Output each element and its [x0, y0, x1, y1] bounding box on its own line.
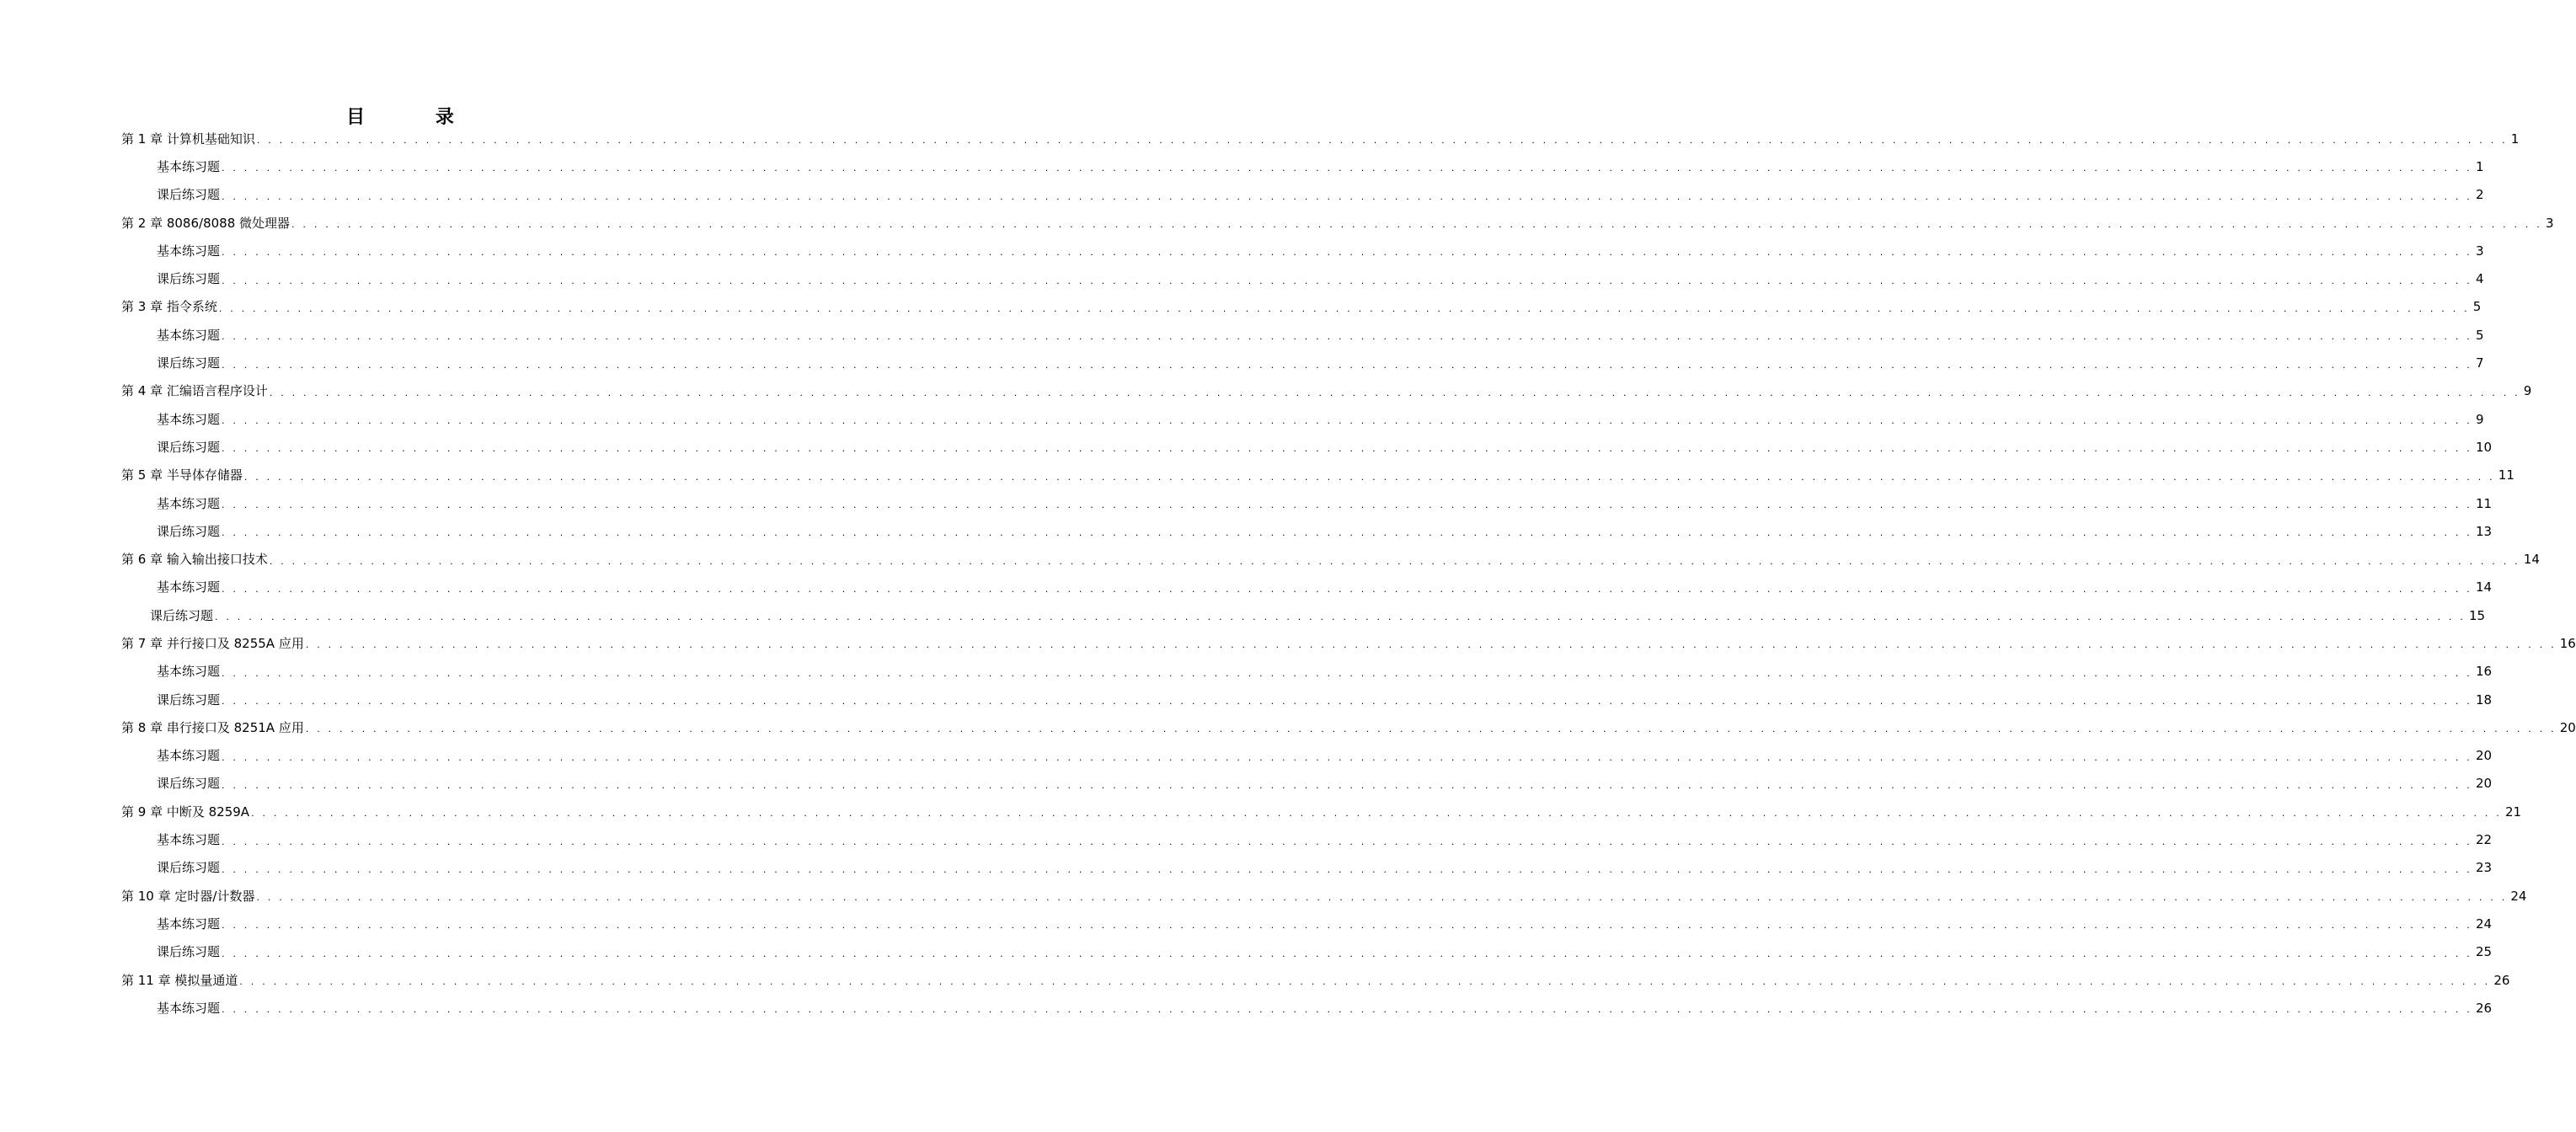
toc-entry-title: 基本练习题 — [157, 243, 221, 259]
toc-chapter-entry[interactable] — [121, 966, 2510, 994]
toc-page-number: 4 — [2472, 270, 2484, 287]
toc-page-number: 3 — [2542, 215, 2554, 232]
toc-leader-dots: . . . . . . . . . . . . . . . . . . . . . . . . . . . . . . . . . . . . . . . . . . . . . . . . . . . . . . . . . . . . . . . . . . . . . . . . . . . . . . . . . . . . . . . . . . . . . . . . . . . . . . . . . . . . . . . . . . . . . . . . . . . . . . . . . . . . . . . . . . . . . . . . . . . . . . . . . . . . . . . . . . . . . . . . . . . . . . . . . . . . . . . . . . . . . . . . . . . . . . . . — [243, 471, 2495, 483]
toc-section-entry[interactable] — [121, 994, 2493, 1022]
toc-entry-title: 第 6 章 输入输出接口技术 — [121, 552, 268, 568]
toc-page-number: 2 — [2472, 186, 2484, 203]
toc-leader-dots: . . . . . . . . . . . . . . . . . . . . . . . . . . . . . . . . . . . . . . . . . . . . . . . . . . . . . . . . . . . . . . . . . . . . . . . . . . . . . . . . . . . . . . . . . . . . . . . . . . . . . . . . . . . . . . . . . . . . . . . . . . . . . . . . . . . . . . . . . . . . . . . . . . . . . . . . . . . . . . . . . . . . . . . . . . . . . . . . . . . . . . . . . . . . . . . . . . . . . . . . — [222, 499, 2472, 510]
toc-section-entry[interactable] — [121, 321, 2484, 349]
toc-leader-dots: . . . . . . . . . . . . . . . . . . . . . . . . . . . . . . . . . . . . . . . . . . . . . . . . . . . . . . . . . . . . . . . . . . . . . . . . . . . . . . . . . . . . . . . . . . . . . . . . . . . . . . . . . . . . . . . . . . . . . . . . . . . . . . . . . . . . . . . . . . . . . . . . . . . . . . . . . . . . . . . . . . . . . . . . . . . . . . . . . . . . . . . . . . . . . . . . . . . . . . . . — [239, 976, 2491, 988]
page-title: 目 录 — [346, 107, 486, 128]
toc-section-entry[interactable] — [121, 938, 2493, 966]
toc-section-entry[interactable] — [121, 601, 2486, 629]
toc-leader-dots: . . . . . . . . . . . . . . . . . . . . . . . . . . . . . . . . . . . . . . . . . . . . . . . . . . . . . . . . . . . . . . . . . . . . . . . . . . . . . . . . . . . . . . . . . . . . . . . . . . . . . . . . . . . . . . . . . . . . . . . . . . . . . . . . . . . . . . . . . . . . . . . . . . . . . . . . . . . . . . . . . . . . . . . . . . . . . . . . . . . . . . . . . . . . . . . . . . . . . . . . — [222, 527, 2472, 539]
toc-page-number: 5 — [2472, 327, 2484, 344]
table-of-contents — [121, 125, 2576, 1023]
toc-page-number: 9 — [2520, 382, 2532, 399]
toc-leader-dots: . . . . . . . . . . . . . . . . . . . . . . . . . . . . . . . . . . . . . . . . . . . . . . . . . . . . . . . . . . . . . . . . . . . . . . . . . . . . . . . . . . . . . . . . . . . . . . . . . . . . . . . . . . . . . . . . . . . . . . . . . . . . . . . . . . . . . . . . . . . . . . . . . . . . . . . . . . . . . . . . . . . . . . . . . . . . . . . . . . . . . . . . . . . . . . . . . . . . . . . . — [222, 331, 2472, 343]
toc-entry-title: 课后练习题 — [157, 523, 221, 539]
toc-chapter-entry[interactable] — [121, 882, 2527, 910]
toc-chapter-entry[interactable] — [121, 713, 2576, 741]
toc-entry-title: 课后练习题 — [157, 187, 221, 203]
toc-entry-title: 基本练习题 — [157, 495, 221, 511]
toc-section-entry[interactable] — [121, 237, 2484, 264]
toc-section-entry[interactable] — [121, 152, 2484, 180]
toc-section-entry[interactable] — [121, 854, 2493, 882]
toc-page-number: 20 — [2472, 775, 2492, 792]
toc-page-number: 20 — [2557, 719, 2576, 736]
toc-entry-title: 课后练习题 — [157, 776, 221, 792]
toc-page-number: 11 — [2472, 495, 2492, 512]
toc-page-number: 11 — [2495, 467, 2515, 483]
toc-leader-dots: . . . . . . . . . . . . . . . . . . . . . . . . . . . . . . . . . . . . . . . . . . . . . . . . . . . . . . . . . . . . . . . . . . . . . . . . . . . . . . . . . . . . . . . . . . . . . . . . . . . . . . . . . . . . . . . . . . . . . . . . . . . . . . . . . . . . . . . . . . . . . . . . . . . . . . . . . . . . . . . . . . . . . . . . . . . . . . . . . . . . . . . . . . . . . . . . . . . . . . . . — [269, 387, 2520, 398]
toc-leader-dots: . . . . . . . . . . . . . . . . . . . . . . . . . . . . . . . . . . . . . . . . . . . . . . . . . . . . . . . . . . . . . . . . . . . . . . . . . . . . . . . . . . . . . . . . . . . . . . . . . . . . . . . . . . . . . . . . . . . . . . . . . . . . . . . . . . . . . . . . . . . . . . . . . . . . . . . . . . . . . . . . . . . . . . . . . . . . . . . . . . . . . . . . . . . . . . . . . . . . . . . . — [222, 583, 2472, 595]
toc-chapter-entry[interactable] — [121, 209, 2554, 237]
toc-page-number: 13 — [2472, 523, 2492, 540]
toc-page-number: 5 — [2470, 298, 2482, 315]
toc-section-entry[interactable] — [121, 181, 2484, 209]
toc-chapter-entry[interactable] — [121, 545, 2540, 573]
toc-leader-dots: . . . . . . . . . . . . . . . . . . . . . . . . . . . . . . . . . . . . . . . . . . . . . . . . . . . . . . . . . . . . . . . . . . . . . . . . . . . . . . . . . . . . . . . . . . . . . . . . . . . . . . . . . . . . . . . . . . . . . . . . . . . . . . . . . . . . . . . . . . . . . . . . . . . . . . . . . . . . . . . . . . . . . . . . . . . . . . . . . . . . . . . . . . . . . . . . . . . . . . . . — [222, 751, 2472, 763]
toc-section-entry[interactable] — [121, 489, 2493, 517]
toc-leader-dots: . . . . . . . . . . . . . . . . . . . . . . . . . . . . . . . . . . . . . . . . . . . . . . . . . . . . . . . . . . . . . . . . . . . . . . . . . . . . . . . . . . . . . . . . . . . . . . . . . . . . . . . . . . . . . . . . . . . . . . . . . . . . . . . . . . . . . . . . . . . . . . . . . . . . . . . . . . . . . . . . . . . . . . . . . . . . . . . . . . . . . . . . . . . . . . . . . . . . . . . . — [291, 219, 2542, 231]
toc-page-number: 15 — [2466, 607, 2485, 624]
toc-leader-dots: . . . . . . . . . . . . . . . . . . . . . . . . . . . . . . . . . . . . . . . . . . . . . . . . . . . . . . . . . . . . . . . . . . . . . . . . . . . . . . . . . . . . . . . . . . . . . . . . . . . . . . . . . . . . . . . . . . . . . . . . . . . . . . . . . . . . . . . . . . . . . . . . . . . . . . . . . . . . . . . . . . . . . . . . . . . . . . . . . . . . . . . . . . . . . . . . . . . . . . . . — [222, 863, 2472, 875]
toc-leader-dots: . . . . . . . . . . . . . . . . . . . . . . . . . . . . . . . . . . . . . . . . . . . . . . . . . . . . . . . . . . . . . . . . . . . . . . . . . . . . . . . . . . . . . . . . . . . . . . . . . . . . . . . . . . . . . . . . . . . . . . . . . . . . . . . . . . . . . . . . . . . . . . . . . . . . . . . . . . . . . . . . . . . . . . . . . . . . . . . . . . . . . . . . . . . . . . . . . . . . . . . . — [218, 302, 2470, 314]
toc-leader-dots: . . . . . . . . . . . . . . . . . . . . . . . . . . . . . . . . . . . . . . . . . . . . . . . . . . . . . . . . . . . . . . . . . . . . . . . . . . . . . . . . . . . . . . . . . . . . . . . . . . . . . . . . . . . . . . . . . . . . . . . . . . . . . . . . . . . . . . . . . . . . . . . . . . . . . . . . . . . . . . . . . . . . . . . . . . . . . . . . . . . . . . . . . . . . . . . . . . . . . . . . — [256, 135, 2508, 147]
toc-section-entry[interactable] — [121, 405, 2484, 433]
toc-entry-title: 基本练习题 — [157, 1000, 221, 1016]
toc-section-entry[interactable] — [121, 517, 2493, 545]
toc-entry-title: 基本练习题 — [157, 664, 221, 680]
toc-page-number: 16 — [2557, 635, 2576, 652]
toc-chapter-entry[interactable] — [121, 293, 2482, 321]
toc-page-number: 18 — [2472, 691, 2492, 708]
toc-leader-dots: . . . . . . . . . . . . . . . . . . . . . . . . . . . . . . . . . . . . . . . . . . . . . . . . . . . . . . . . . . . . . . . . . . . . . . . . . . . . . . . . . . . . . . . . . . . . . . . . . . . . . . . . . . . . . . . . . . . . . . . . . . . . . . . . . . . . . . . . . . . . . . . . . . . . . . . . . . . . . . . . . . . . . . . . . . . . . . . . . . . . . . . . . . . . . . . . . . . . . . . . — [251, 808, 2502, 820]
toc-section-entry[interactable] — [121, 264, 2484, 292]
toc-leader-dots: . . . . . . . . . . . . . . . . . . . . . . . . . . . . . . . . . . . . . . . . . . . . . . . . . . . . . . . . . . . . . . . . . . . . . . . . . . . . . . . . . . . . . . . . . . . . . . . . . . . . . . . . . . . . . . . . . . . . . . . . . . . . . . . . . . . . . . . . . . . . . . . . . . . . . . . . . . . . . . . . . . . . . . . . . . . . . . . . . . . . . . . . . . . . . . . . . . . . . . . . — [222, 247, 2472, 259]
toc-entry-title: 课后练习题 — [157, 439, 221, 455]
toc-section-entry[interactable] — [121, 574, 2493, 601]
toc-entry-title: 第 9 章 中断及 8259A — [121, 804, 250, 820]
toc-entry-title: 基本练习题 — [157, 327, 221, 343]
toc-page-number: 20 — [2472, 747, 2492, 764]
toc-page-number: 9 — [2472, 411, 2484, 428]
toc-page-number: 14 — [2520, 551, 2540, 568]
toc-entry-title: 第 7 章 并行接口及 8255A 应用 — [121, 635, 304, 651]
toc-entry-title: 第 11 章 模拟量通道 — [121, 972, 238, 988]
toc-page-number: 26 — [2472, 1000, 2492, 1017]
toc-page-number: 7 — [2472, 355, 2484, 371]
toc-page-number: 26 — [2490, 972, 2509, 989]
toc-page-number: 24 — [2472, 916, 2492, 932]
toc-chapter-entry[interactable] — [121, 377, 2532, 405]
toc-page-number: 21 — [2502, 804, 2521, 820]
toc-leader-dots: . . . . . . . . . . . . . . . . . . . . . . . . . . . . . . . . . . . . . . . . . . . . . . . . . . . . . . . . . . . . . . . . . . . . . . . . . . . . . . . . . . . . . . . . . . . . . . . . . . . . . . . . . . . . . . . . . . . . . . . . . . . . . . . . . . . . . . . . . . . . . . . . . . . . . . . . . . . . . . . . . . . . . . . . . . . . . . . . . . . . . . . . . . . . . . . . . . . . . . . . — [222, 1004, 2472, 1016]
toc-entry-title: 课后练习题 — [157, 355, 221, 371]
toc-leader-dots: . . . . . . . . . . . . . . . . . . . . . . . . . . . . . . . . . . . . . . . . . . . . . . . . . . . . . . . . . . . . . . . . . . . . . . . . . . . . . . . . . . . . . . . . . . . . . . . . . . . . . . . . . . . . . . . . . . . . . . . . . . . . . . . . . . . . . . . . . . . . . . . . . . . . . . . . . . . . . . . . . . . . . . . . . . . . . . . . . . . . . . . . . . . . . . . . . . . . . . . . — [269, 555, 2520, 567]
toc-section-entry[interactable] — [121, 349, 2484, 376]
toc-page-number: 3 — [2472, 243, 2484, 259]
toc-entry-title: 课后练习题 — [157, 944, 221, 960]
toc-entry-title: 第 2 章 8086/8088 微处理器 — [121, 215, 291, 231]
toc-leader-dots: . . . . . . . . . . . . . . . . . . . . . . . . . . . . . . . . . . . . . . . . . . . . . . . . . . . . . . . . . . . . . . . . . . . . . . . . . . . . . . . . . . . . . . . . . . . . . . . . . . . . . . . . . . . . . . . . . . . . . . . . . . . . . . . . . . . . . . . . . . . . . . . . . . . . . . . . . . . . . . . . . . . . . . . . . . . . . . . . . . . . . . . . . . . . . . . . . . . . . . . . — [222, 779, 2472, 791]
toc-entry-title: 课后练习题 — [150, 607, 214, 623]
toc-section-entry[interactable] — [121, 825, 2493, 853]
toc-page-number: 14 — [2472, 579, 2492, 595]
toc-leader-dots: . . . . . . . . . . . . . . . . . . . . . . . . . . . . . . . . . . . . . . . . . . . . . . . . . . . . . . . . . . . . . . . . . . . . . . . . . . . . . . . . . . . . . . . . . . . . . . . . . . . . . . . . . . . . . . . . . . . . . . . . . . . . . . . . . . . . . . . . . . . . . . . . . . . . . . . . . . . . . . . . . . . . . . . . . . . . . . . . . . . . . . . . . . . . . . . . . . . . . . . . — [222, 667, 2472, 679]
toc-leader-dots: . . . . . . . . . . . . . . . . . . . . . . . . . . . . . . . . . . . . . . . . . . . . . . . . . . . . . . . . . . . . . . . . . . . . . . . . . . . . . . . . . . . . . . . . . . . . . . . . . . . . . . . . . . . . . . . . . . . . . . . . . . . . . . . . . . . . . . . . . . . . . . . . . . . . . . . . . . . . . . . . . . . . . . . . . . . . . . . . . . . . . . . . . . . . . . . . . . . . . . . . — [222, 443, 2472, 455]
toc-entry-title: 课后练习题 — [157, 860, 221, 876]
toc-leader-dots: . . . . . . . . . . . . . . . . . . . . . . . . . . . . . . . . . . . . . . . . . . . . . . . . . . . . . . . . . . . . . . . . . . . . . . . . . . . . . . . . . . . . . . . . . . . . . . . . . . . . . . . . . . . . . . . . . . . . . . . . . . . . . . . . . . . . . . . . . . . . . . . . . . . . . . . . . . . . . . . . . . . . . . . . . . . . . . . . . . . . . . . . . . . . . . . . . . . . . . . . — [222, 275, 2472, 286]
toc-leader-dots: . . . . . . . . . . . . . . . . . . . . . . . . . . . . . . . . . . . . . . . . . . . . . . . . . . . . . . . . . . . . . . . . . . . . . . . . . . . . . . . . . . . . . . . . . . . . . . . . . . . . . . . . . . . . . . . . . . . . . . . . . . . . . . . . . . . . . . . . . . . . . . . . . . . . . . . . . . . . . . . . . . . . . . . . . . . . . . . . . . . . . . . . . . . . . . . . . . . . . . . . — [215, 611, 2466, 623]
toc-entry-title: 第 3 章 指令系统 — [121, 299, 217, 315]
toc-page-number: 1 — [2508, 131, 2520, 147]
toc-leader-dots: . . . . . . . . . . . . . . . . . . . . . . . . . . . . . . . . . . . . . . . . . . . . . . . . . . . . . . . . . . . . . . . . . . . . . . . . . . . . . . . . . . . . . . . . . . . . . . . . . . . . . . . . . . . . . . . . . . . . . . . . . . . . . . . . . . . . . . . . . . . . . . . . . . . . . . . . . . . . . . . . . . . . . . . . . . . . . . . . . . . . . . . . . . . . . . . . . . . . . . . . — [222, 920, 2472, 932]
toc-leader-dots: . . . . . . . . . . . . . . . . . . . . . . . . . . . . . . . . . . . . . . . . . . . . . . . . . . . . . . . . . . . . . . . . . . . . . . . . . . . . . . . . . . . . . . . . . . . . . . . . . . . . . . . . . . . . . . . . . . . . . . . . . . . . . . . . . . . . . . . . . . . . . . . . . . . . . . . . . . . . . . . . . . . . . . . . . . . . . . . . . . . . . . . . . . . . . . . . . . . . . . . . — [222, 415, 2472, 427]
toc-chapter-entry[interactable] — [121, 125, 2520, 152]
toc-section-entry[interactable] — [121, 433, 2493, 461]
toc-leader-dots: . . . . . . . . . . . . . . . . . . . . . . . . . . . . . . . . . . . . . . . . . . . . . . . . . . . . . . . . . . . . . . . . . . . . . . . . . . . . . . . . . . . . . . . . . . . . . . . . . . . . . . . . . . . . . . . . . . . . . . . . . . . . . . . . . . . . . . . . . . . . . . . . . . . . . . . . . . . . . . . . . . . . . . . . . . . . . . . . . . . . . . . . . . . . . . . . . . . . . . . . — [222, 190, 2472, 202]
toc-page-number: 10 — [2472, 439, 2492, 456]
toc-entry-title: 第 8 章 串行接口及 8251A 应用 — [121, 719, 304, 735]
toc-leader-dots: . . . . . . . . . . . . . . . . . . . . . . . . . . . . . . . . . . . . . . . . . . . . . . . . . . . . . . . . . . . . . . . . . . . . . . . . . . . . . . . . . . . . . . . . . . . . . . . . . . . . . . . . . . . . . . . . . . . . . . . . . . . . . . . . . . . . . . . . . . . . . . . . . . . . . . . . . . . . . . . . . . . . . . . . . . . . . . . . . . . . . . . . . . . . . . . . . . . . . . . . — [222, 836, 2472, 847]
toc-leader-dots: . . . . . . . . . . . . . . . . . . . . . . . . . . . . . . . . . . . . . . . . . . . . . . . . . . . . . . . . . . . . . . . . . . . . . . . . . . . . . . . . . . . . . . . . . . . . . . . . . . . . . . . . . . . . . . . . . . . . . . . . . . . . . . . . . . . . . . . . . . . . . . . . . . . . . . . . . . . . . . . . . . . . . . . . . . . . . . . . . . . . . . . . . . . . . . . . . . . . . . . . — [305, 724, 2557, 735]
toc-chapter-entry[interactable] — [121, 629, 2576, 657]
toc-section-entry[interactable] — [121, 910, 2493, 937]
toc-page-number: 22 — [2472, 831, 2492, 848]
toc-page-number: 24 — [2507, 888, 2526, 905]
toc-entry-title: 第 4 章 汇编语言程序设计 — [121, 383, 268, 399]
toc-entry-title: 基本练习题 — [157, 832, 221, 848]
toc-leader-dots: . . . . . . . . . . . . . . . . . . . . . . . . . . . . . . . . . . . . . . . . . . . . . . . . . . . . . . . . . . . . . . . . . . . . . . . . . . . . . . . . . . . . . . . . . . . . . . . . . . . . . . . . . . . . . . . . . . . . . . . . . . . . . . . . . . . . . . . . . . . . . . . . . . . . . . . . . . . . . . . . . . . . . . . . . . . . . . . . . . . . . . . . . . . . . . . . . . . . . . . . — [305, 639, 2557, 651]
toc-section-entry[interactable] — [121, 770, 2493, 798]
toc-entry-title: 基本练习题 — [157, 748, 221, 764]
toc-section-entry[interactable] — [121, 686, 2493, 713]
toc-leader-dots: . . . . . . . . . . . . . . . . . . . . . . . . . . . . . . . . . . . . . . . . . . . . . . . . . . . . . . . . . . . . . . . . . . . . . . . . . . . . . . . . . . . . . . . . . . . . . . . . . . . . . . . . . . . . . . . . . . . . . . . . . . . . . . . . . . . . . . . . . . . . . . . . . . . . . . . . . . . . . . . . . . . . . . . . . . . . . . . . . . . . . . . . . . . . . . . . . . . . . . . . — [222, 696, 2472, 708]
toc-entry-title: 课后练习题 — [157, 271, 221, 287]
toc-entry-title: 基本练习题 — [157, 158, 221, 174]
toc-leader-dots: . . . . . . . . . . . . . . . . . . . . . . . . . . . . . . . . . . . . . . . . . . . . . . . . . . . . . . . . . . . . . . . . . . . . . . . . . . . . . . . . . . . . . . . . . . . . . . . . . . . . . . . . . . . . . . . . . . . . . . . . . . . . . . . . . . . . . . . . . . . . . . . . . . . . . . . . . . . . . . . . . . . . . . . . . . . . . . . . . . . . . . . . . . . . . . . . . . . . . . . . — [222, 359, 2472, 371]
toc-entry-title: 课后练习题 — [157, 691, 221, 708]
toc-entry-title: 第 10 章 定时器/计数器 — [121, 888, 255, 904]
toc-page-number: 23 — [2472, 859, 2492, 876]
toc-entry-title: 基本练习题 — [157, 579, 221, 595]
toc-leader-dots: . . . . . . . . . . . . . . . . . . . . . . . . . . . . . . . . . . . . . . . . . . . . . . . . . . . . . . . . . . . . . . . . . . . . . . . . . . . . . . . . . . . . . . . . . . . . . . . . . . . . . . . . . . . . . . . . . . . . . . . . . . . . . . . . . . . . . . . . . . . . . . . . . . . . . . . . . . . . . . . . . . . . . . . . . . . . . . . . . . . . . . . . . . . . . . . . . . . . . . . . — [256, 892, 2508, 904]
toc-page-number: 25 — [2472, 943, 2492, 960]
toc-page-number: 1 — [2472, 158, 2484, 175]
toc-chapter-entry[interactable] — [121, 798, 2522, 825]
toc-leader-dots: . . . . . . . . . . . . . . . . . . . . . . . . . . . . . . . . . . . . . . . . . . . . . . . . . . . . . . . . . . . . . . . . . . . . . . . . . . . . . . . . . . . . . . . . . . . . . . . . . . . . . . . . . . . . . . . . . . . . . . . . . . . . . . . . . . . . . . . . . . . . . . . . . . . . . . . . . . . . . . . . . . . . . . . . . . . . . . . . . . . . . . . . . . . . . . . . . . . . . . . . — [222, 948, 2472, 959]
toc-chapter-entry[interactable] — [121, 462, 2515, 489]
toc-section-entry[interactable] — [121, 742, 2493, 770]
toc-entry-title: 第 1 章 计算机基础知识 — [121, 131, 255, 147]
toc-leader-dots: . . . . . . . . . . . . . . . . . . . . . . . . . . . . . . . . . . . . . . . . . . . . . . . . . . . . . . . . . . . . . . . . . . . . . . . . . . . . . . . . . . . . . . . . . . . . . . . . . . . . . . . . . . . . . . . . . . . . . . . . . . . . . . . . . . . . . . . . . . . . . . . . . . . . . . . . . . . . . . . . . . . . . . . . . . . . . . . . . . . . . . . . . . . . . . . . . . . . . . . . — [222, 163, 2472, 174]
toc-entry-title: 基本练习题 — [157, 411, 221, 427]
toc-page-number: 16 — [2472, 663, 2492, 680]
toc-section-entry[interactable] — [121, 658, 2493, 686]
toc-entry-title: 第 5 章 半导体存储器 — [121, 467, 243, 483]
toc-entry-title: 基本练习题 — [157, 916, 221, 932]
